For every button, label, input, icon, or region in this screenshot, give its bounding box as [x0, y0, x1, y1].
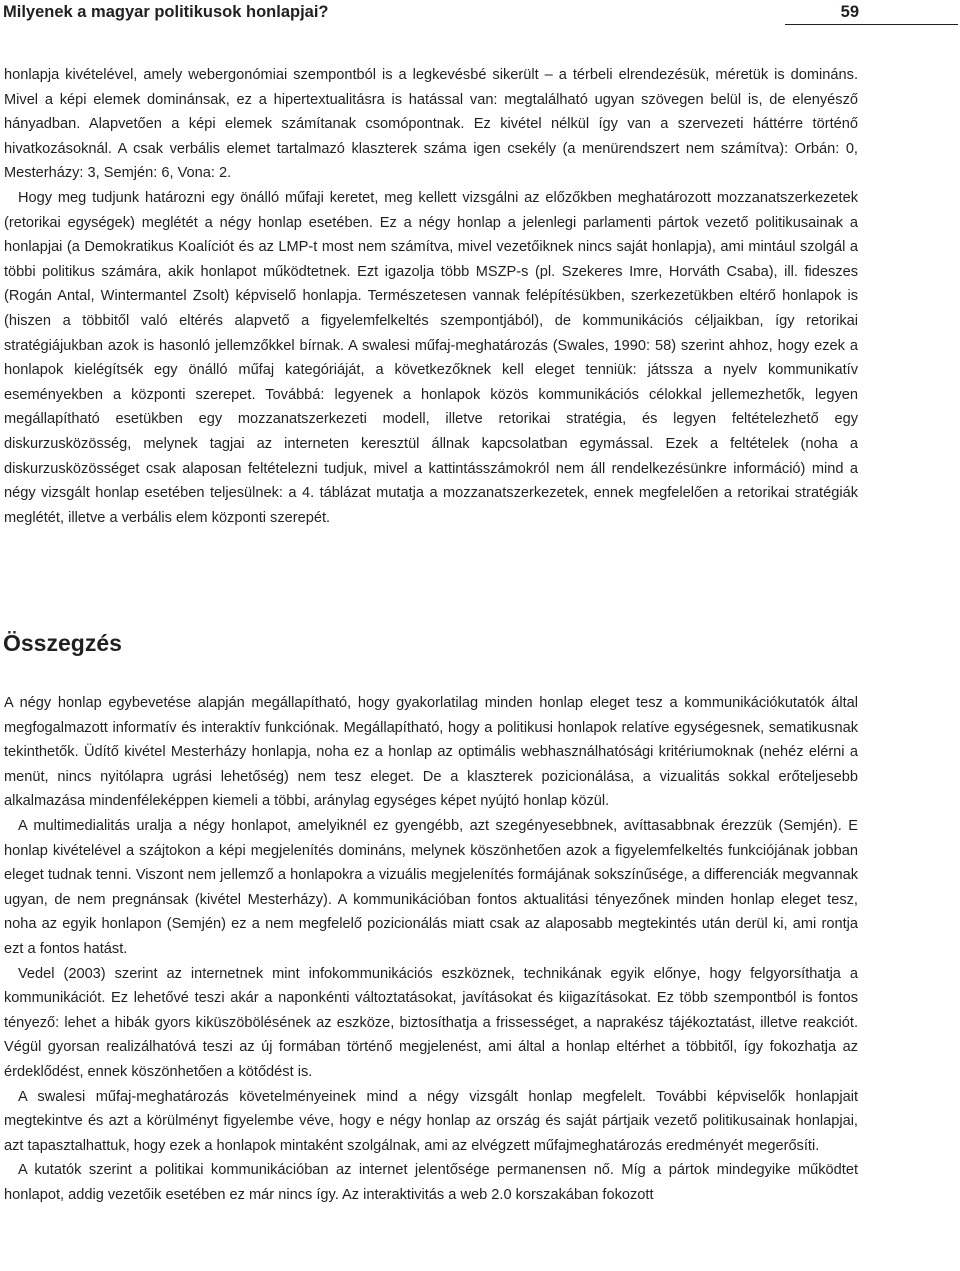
body-text-continued [4, 63, 858, 530]
paragraph: A négy honlap egybevetése alapján megállapítható, hogy gyakorlatilag minden honlap eleget tesz a kommunikációkutatók által megfogalmazott informatív és interaktív funkciónak. Megállapítható, hogy a politikusi honlapok relatíve egységesnek, sematikusnak tekinthetők. Üdítő kivétel Mesterházy honlapja, noha ez a honlap az optimális webhasználhatósági kritériumoknak (nehéz elérni a menüt, nincs nyitólapra ugrási lehetőség) nem tesz eleget. De a klaszterek pozicionálása, a vizualitás sokkal erőteljesebb alkalmazása mindenféleképpen kiemeli a többi, aránylag egységes képet nyújtó honlap közül. [4, 695, 858, 810]
header-rule [785, 24, 958, 25]
page-number: 59 [840, 3, 859, 21]
summary-section-text [4, 691, 858, 1207]
paragraph: A swalesi műfaj-meghatározás követelményeinek mind a négy vizsgált honlap megfelelt. További képviselők honlapjait megtekintve és azt a körülményt figyelembe véve, hogy e négy honlap az ország és saját pártjaik vezető politikusainak honlapjai, azt tapasztalhattuk, hogy ezek a honlapok mintaként szolgálnak, ami az elvégzett műfajmeghatározás eredményét megerősíti. [4, 1088, 858, 1154]
paragraph: A multimedialitás uralja a négy honlapot, amelyiknél ez gyengébb, azt szegényesebbnek, avíttasabbnak érezzük (Semjén). E honlap kivételével a szájtokon a képi megjelenítés domináns, melynek köszönhetően azok a figyelemfelkeltés funkciójának jobban eleget tudnak tenni. Viszont nem jellemző a honlapokra a vizuális megjelenítés formájának sokszínűsége, a differenciák megvannak ugyan, de nem pregnánsak (kivétel Mesterházy). A kommunikációban fontos aktualitási tényezőnek minden honlap eleget tesz, noha az egyik honlapon (Semjén) ez a nem megfelelő pozicionálás miatt csak az alaposabb megtekintés után derül ki, ami rontja ezt a fontos hatást. [4, 817, 858, 957]
running-header [3, 2, 958, 26]
paragraph: Hogy meg tudjunk határozni egy önálló műfaji keretet, meg kellett vizsgálni az előzőkben meghatározott mozzanatszerkezetek (retorikai egységek) meglétét a négy honlap esetében. Ez a négy honlap a jelenlegi parlamenti pártok vezető politikusainak a honlapjai (a Demokratikus Koalíciót és az LMP-t most nem számítva, mivel vezetőiknek nincs saját honlapja), ami mintául szolgál a többi politikus számára, akik honlapot működtetnek. Ezt igazolja több MSZP-s (pl. Szekeres Imre, Horváth Csaba), ill. fideszes (Rogán Antal, Wintermantel Zsolt) képviselő honlapja. Természetesen vannak felépítésükben, szerkezetükben eltérő honlapok is (hiszen a többitől való eltérés alapvető a figyelemfelkeltés szempontjából), de kommunikációs céljaikban, így retorikai stratégiájukban azok is hasonló jellemzőkkel bírnak. A swalesi műfaj-meghatározás (Swales, 1990: 58) szerint ahhoz, hogy ezek a honlapok kielégítsék egy önálló műfaj kategóriáját, a következőknek kell eleget tenniük: játssza a nyelv kommunikatív eseményekben a központi szerepet. Továbbá: legyenek a honlapok közös kommunikációs célokkal jellemezhetők, legyen megállapítható esetükben egy mozzanatszerkezeti modell, illetve retorikai stratégia, és legyen feltételezhető egy diskurzusközösség, melynek tagjai az interneten keresztül állnak kapcsolatban egymással. Ezek a feltételek (noha a diskurzusközösséget csak alaposan feltételezni tudjuk, mivel a kattintásszámokról nem áll rendelkezésünkre információ) mind a négy vizsgált honlap esetében teljesülnek: a 4. táblázat mutatja a mozzanatszerkezetek, ennek megfelelően a retorikai stratégiák meglétét, illetve a verbális elem központi szerepét. [4, 189, 858, 526]
section-heading-summary: Összegzés [3, 630, 122, 656]
paragraph-continued: honlapja kivételével, amely webergonómiai szempontból is a legkevésbé sikerült – a térbeli elrendezésük, méretük is domináns. Mivel a képi elemek dominánsak, ez a hipertextualitásra is hatással van: megtalálható ugyan szövegen belül is, de elenyésző hányadban. Alapvetően a képi elemek számítanak csomópontnak. Ez kivétel nélkül így van a szervezeti háttérre történő hivatkozásoknál. A csak verbális elemet tartalmazó klaszterek száma igen csekély (a menürendszert nem számítva): Orbán: 0, Mesterházy: 3, Semjén: 6, Vona: 2. [4, 67, 858, 182]
paragraph: A kutatók szerint a politikai kommunikációban az internet jelentősége permanensen nő. Míg a pártok mindegyike működtet honlapot, addig vezetőik esetében ez már nincs így. Az interaktivitás a web 2.0 korszakában fokozott [4, 1162, 858, 1203]
paragraph: Vedel (2003) szerint az internetnek mint infokommunikációs eszköznek, technikának egyik előnye, hogy felgyorsíthatja a kommunikációt. Ez lehetővé teszi akár a naponkénti változtatásokat, javításokat és kiigazításokat. Ez több szempontból is fontos tényező: lehet a hibák gyors kiküszöbölésének az eszköze, biztosíthatja a frissességet, a naprakész tájékoztatást, illetve reakciót. Végül gyorsan realizálhatóvá teszi az új formában történő megjelenést, ami által a honlap eltérhet a többitől, így fokozhatja az érdeklődést, ennek köszönhetően a kötődést is. [4, 965, 858, 1080]
running-title: Milyenek a magyar politikusok honlapjai? [3, 3, 329, 21]
